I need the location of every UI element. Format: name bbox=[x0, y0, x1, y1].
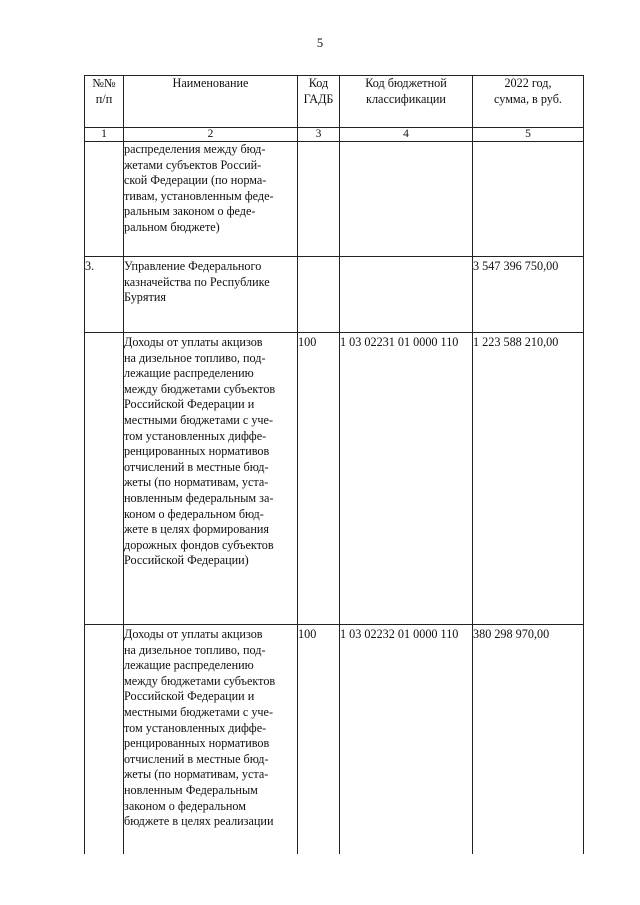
column-number: 3 bbox=[298, 128, 340, 142]
row-name-line: Доходы от уплаты акцизов bbox=[124, 335, 263, 349]
row-name-line: лежащие распределению bbox=[124, 366, 254, 381]
column-number: 4 bbox=[340, 128, 473, 142]
column-numbers-row bbox=[85, 128, 584, 142]
header-gadb bbox=[298, 76, 340, 128]
row-name-line: на дизельное топливо, под- bbox=[124, 350, 266, 365]
row-name-line: ральном бюджете) bbox=[124, 219, 220, 234]
row-name-line: ренцированных нормативов bbox=[124, 736, 270, 751]
row-name-line: отчислений в местные бюд- bbox=[124, 459, 269, 474]
column-number: 1 bbox=[85, 128, 124, 142]
row-name-line: том установленных диффе- bbox=[124, 428, 267, 443]
row-name-line: между бюджетами субъектов bbox=[124, 673, 276, 688]
row-name-line: местными бюджетами с уче- bbox=[124, 704, 274, 719]
row-name-line: бюджете в целях реализации bbox=[124, 814, 274, 829]
row-name-line: жете в целях формирования bbox=[124, 522, 269, 537]
table-row bbox=[85, 142, 584, 257]
row-number bbox=[85, 333, 124, 625]
row-name-line: казначейства по Республике bbox=[124, 274, 270, 289]
row-sum: 380 298 970,00 bbox=[473, 625, 584, 855]
row-name-line: тивам, установленным феде- bbox=[124, 188, 274, 203]
header-code-line-1: Код бюджетной bbox=[365, 76, 447, 90]
header-gadb-line-2: ГАДБ bbox=[303, 91, 334, 106]
row-name-line: Управление Федерального bbox=[124, 259, 262, 273]
header-sum bbox=[473, 76, 584, 128]
row-name bbox=[124, 142, 298, 257]
row-code bbox=[340, 142, 473, 257]
header-sum-line-1: 2022 год, bbox=[504, 76, 552, 90]
header-code bbox=[340, 76, 473, 128]
row-name-line: Российской Федерации и bbox=[124, 689, 255, 704]
row-name-line: жетами субъектов Россий- bbox=[124, 157, 262, 172]
header-number-line-1: №№ bbox=[92, 76, 116, 90]
table-row bbox=[85, 257, 584, 333]
row-name-line: ской Федерации (по норма- bbox=[124, 173, 267, 188]
row-name-line: законом о федеральном bbox=[124, 798, 247, 813]
header-number-line-2: п/п bbox=[95, 91, 113, 106]
row-name-line: Российской Федерации) bbox=[124, 553, 249, 568]
row-gadb bbox=[298, 142, 340, 257]
row-number bbox=[85, 142, 124, 257]
table-row bbox=[85, 333, 584, 625]
row-name-line: том установленных диффе- bbox=[124, 720, 267, 735]
header-number bbox=[85, 76, 124, 128]
row-name bbox=[124, 257, 298, 333]
table-row bbox=[85, 625, 584, 855]
row-name-line: жеты (по нормативам, уста- bbox=[124, 475, 269, 490]
table-header-row bbox=[85, 76, 584, 128]
header-sum-line-2: сумма, в руб. bbox=[494, 91, 562, 106]
row-code: 1 03 02231 01 0000 110 bbox=[340, 333, 473, 625]
row-gadb: 100 bbox=[298, 625, 340, 855]
row-sum bbox=[473, 142, 584, 257]
row-number: 3. bbox=[85, 257, 124, 333]
row-name-line: новленным Федеральным bbox=[124, 782, 258, 797]
column-number: 5 bbox=[473, 128, 584, 142]
row-name-line: отчислений в местные бюд- bbox=[124, 751, 269, 766]
row-sum: 3 547 396 750,00 bbox=[473, 257, 584, 333]
budget-table bbox=[84, 75, 584, 854]
row-name-line: дорожных фондов субъектов bbox=[124, 537, 274, 552]
row-name-line: на дизельное топливо, под- bbox=[124, 642, 266, 657]
row-name-line: ральным законом о феде- bbox=[124, 204, 256, 219]
row-gadb: 100 bbox=[298, 333, 340, 625]
header-name bbox=[124, 76, 298, 128]
row-name-line: Бурятия bbox=[124, 290, 166, 305]
row-name-line: Доходы от уплаты акцизов bbox=[124, 627, 263, 641]
row-name bbox=[124, 625, 298, 855]
row-name-line: новленным федеральным за- bbox=[124, 490, 274, 505]
header-gadb-line-1: Код bbox=[308, 76, 329, 90]
row-code: 1 03 02232 01 0000 110 bbox=[340, 625, 473, 855]
header-name-line-1: Наименование bbox=[172, 76, 249, 90]
header-code-line-2: классификации bbox=[366, 91, 446, 106]
row-name-line: местными бюджетами с уче- bbox=[124, 412, 274, 427]
row-name bbox=[124, 333, 298, 625]
page-number: 5 bbox=[316, 36, 324, 50]
row-name-line: лежащие распределению bbox=[124, 658, 254, 673]
row-name-line: ренцированных нормативов bbox=[124, 444, 270, 459]
row-number bbox=[85, 625, 124, 855]
column-number: 2 bbox=[124, 128, 298, 142]
row-code bbox=[340, 257, 473, 333]
row-gadb bbox=[298, 257, 340, 333]
row-name-line: жеты (по нормативам, уста- bbox=[124, 767, 269, 782]
row-name-line: Российской Федерации и bbox=[124, 397, 255, 412]
row-name-line: между бюджетами субъектов bbox=[124, 381, 276, 396]
row-sum: 1 223 588 210,00 bbox=[473, 333, 584, 625]
row-name-line: распределения между бюд- bbox=[124, 142, 266, 156]
row-name-line: коном о федеральном бюд- bbox=[124, 506, 264, 521]
